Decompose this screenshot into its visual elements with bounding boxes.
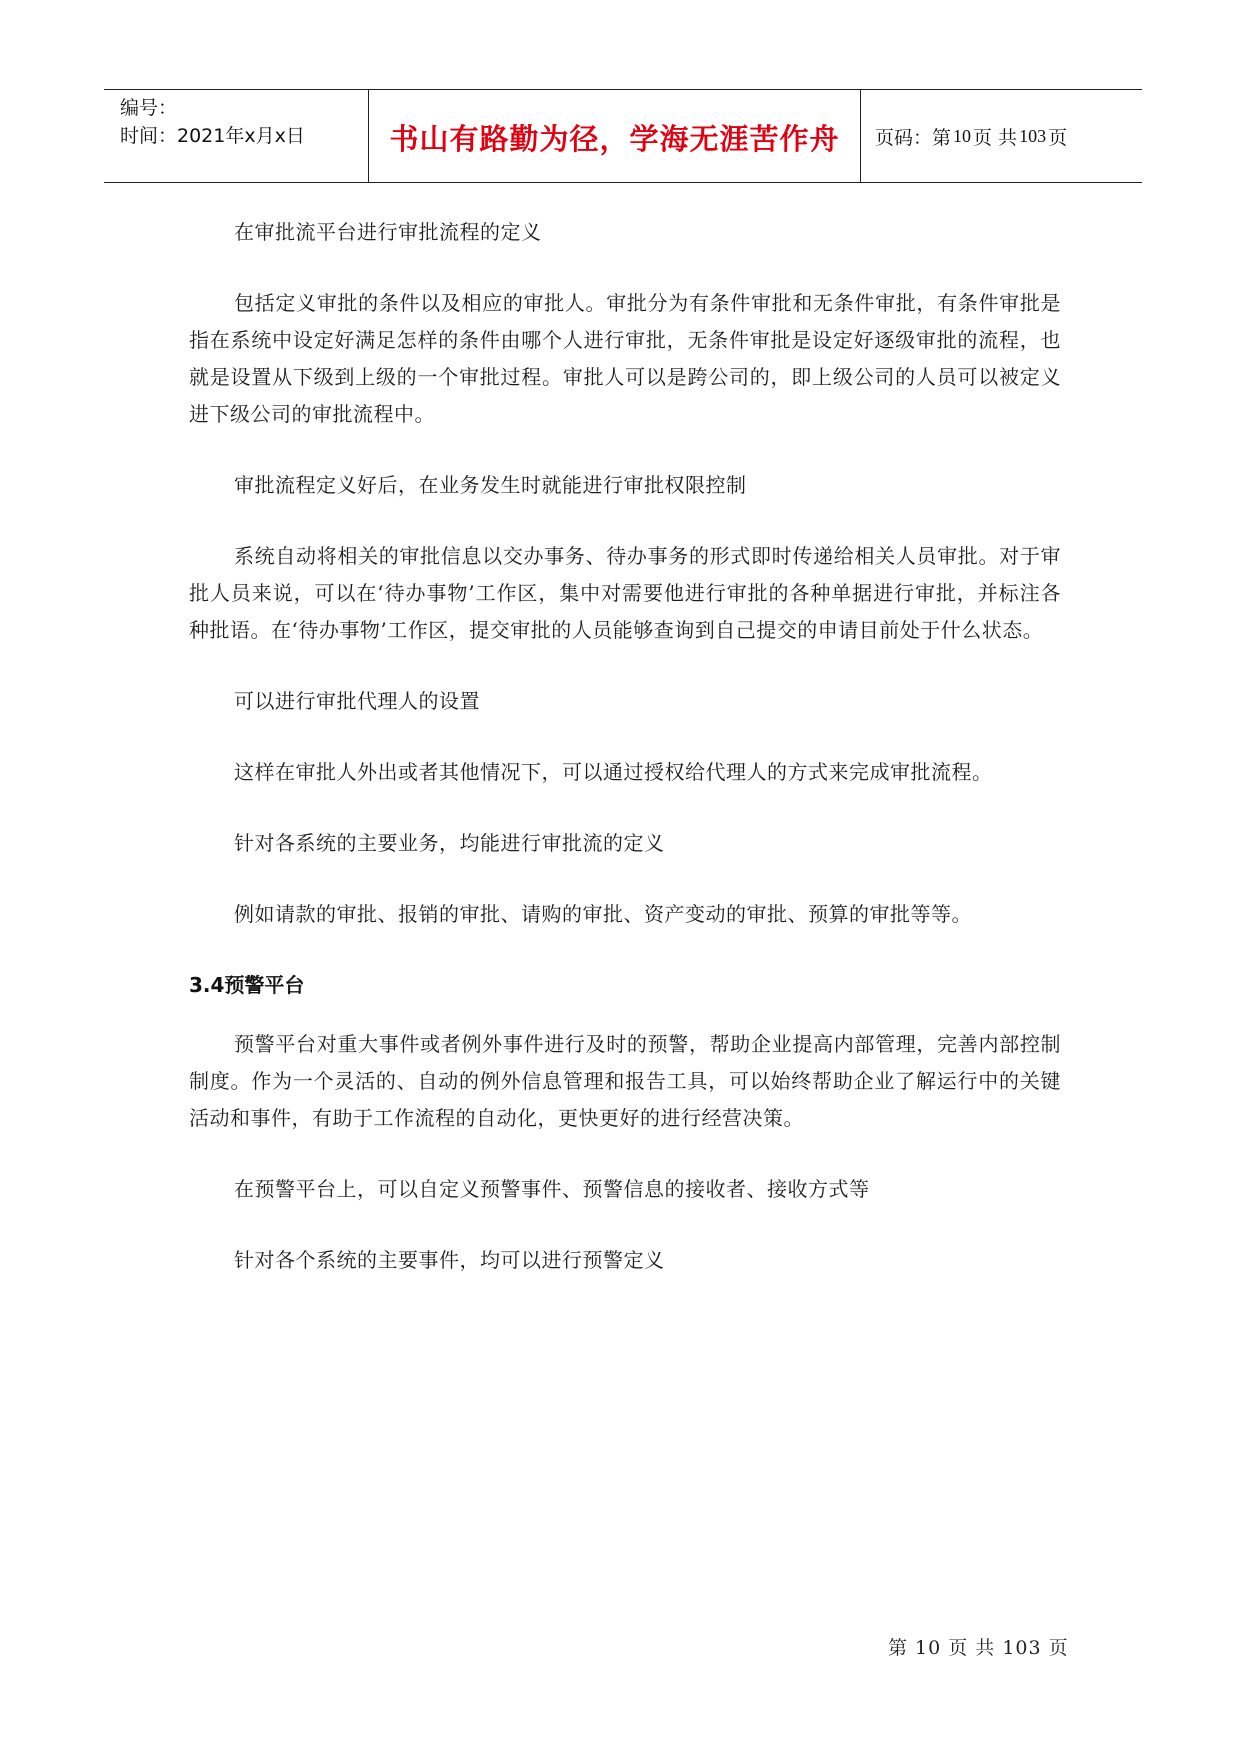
header-slogan: 书山有路勤为径，学海无涯苦作舟 [369, 90, 861, 182]
document-body [189, 214, 1061, 1313]
section-heading: 3.4预警平台 [189, 973, 305, 997]
page-prefix: 页码：第 [875, 126, 952, 149]
header-meta [104, 90, 369, 182]
paragraph: 包括定义审批的条件以及相应的审批人。审批分为有条件审批和无条件审批，有条件审批是指在系统中设定好满足怎样的条件由哪个人进行审批，无条件审批是设定好逐级审批的流程，也就是设置从下级到上级的一个审批过程。审批人可以是跨公司的，即上级公司的人员可以被定义进下级公司的审批流程中。 [189, 291, 1061, 426]
page-footer: 第 10 页 共 103 页 [888, 1637, 1069, 1659]
paragraph: 针对各个系统的主要事件，均可以进行预警定义 [234, 1248, 665, 1272]
paragraph: 预警平台对重大事件或者例外事件进行及时的预警，帮助企业提高内部管理，完善内部控制制度。作为一个灵活的、自动的例外信息管理和报告工具，可以始终帮助企业了解运行中的关键活动和事件，有助于工作流程的自动化，更快更好的进行经营决策。 [189, 1032, 1061, 1130]
paragraph: 针对各系统的主要业务，均能进行审批流的定义 [234, 831, 665, 855]
paragraph: 这样在审批人外出或者其他情况下，可以通过授权给代理人的方式来完成审批流程。 [234, 760, 993, 784]
header-page-info [861, 90, 1142, 182]
paragraph: 在审批流平台进行审批流程的定义 [234, 220, 542, 244]
paragraph: 审批流程定义好后，在业务发生时就能进行审批权限控制 [234, 473, 747, 497]
time-label: 时间：2021年x月x日 [120, 125, 305, 147]
paragraph: 可以进行审批代理人的设置 [234, 689, 480, 713]
page-header [104, 89, 1142, 183]
page-total: 103 [1019, 125, 1047, 146]
paragraph: 系统自动将相关的审批信息以交办事务、待办事务的形式即时传递给相关人员审批。对于审批人员来说，可以在‘待办事物’工作区，集中对需要他进行审批的各种单据进行审批，并标注各种批语。在‘待办事物’工作区，提交审批的人员能够查询到自己提交的申请目前处于什么状态。 [189, 544, 1061, 642]
page-suffix: 页 [1048, 126, 1068, 149]
page-current: 10 [953, 125, 972, 146]
page-middle: 页 共 [973, 126, 1018, 149]
paragraph: 在预警平台上，可以自定义预警事件、预警信息的接收者、接收方式等 [234, 1177, 870, 1201]
paragraph: 例如请款的审批、报销的审批、请购的审批、资产变动的审批、预算的审批等等。 [234, 902, 972, 926]
number-label: 编号： [120, 97, 178, 119]
